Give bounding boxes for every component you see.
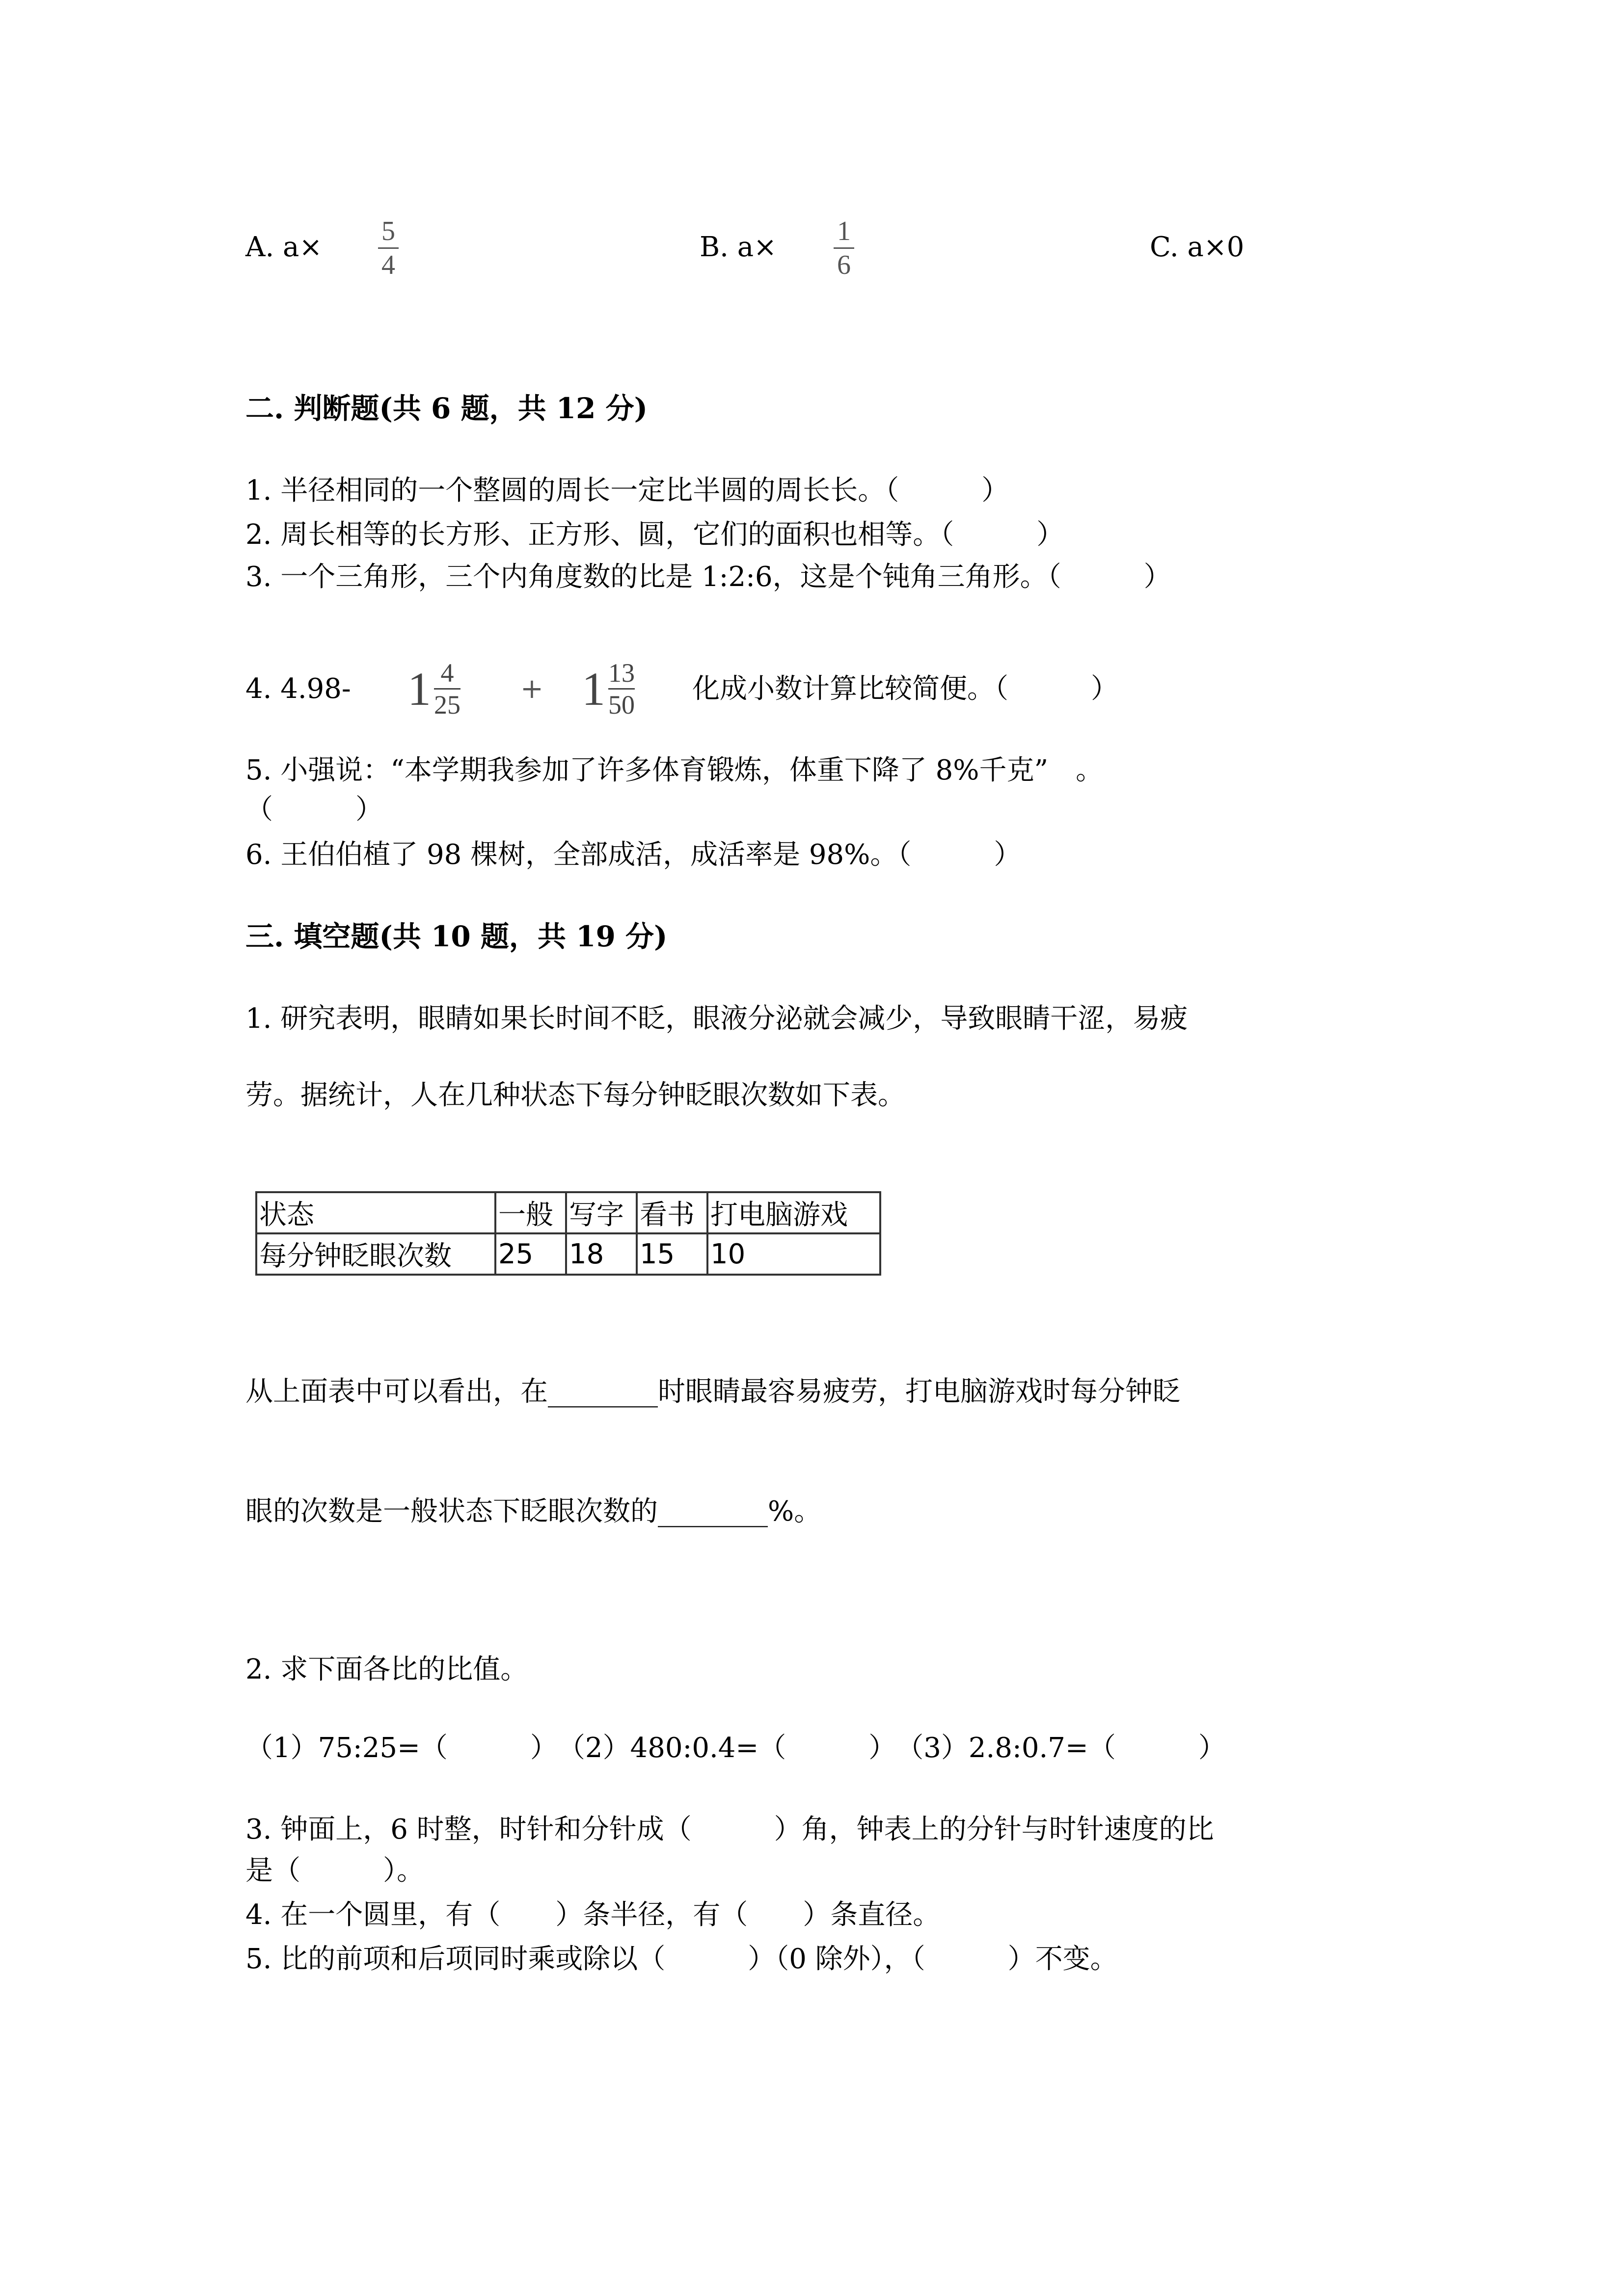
- table-cell: 25: [495, 1233, 566, 1275]
- option-c-label: C. a×0: [1150, 231, 1245, 263]
- mixed-2-whole: 1: [582, 662, 605, 715]
- fraction-bar: [378, 247, 399, 249]
- judge-item-1: 1. 半径相同的一个整圆的周长一定比半圆的周长长。（ ）: [245, 475, 1009, 507]
- fill-q5: 5. 比的前项和后项同时乘或除以（ ）（0 除外），（ ）不变。: [245, 1943, 1118, 1975]
- table-header-cell: 看书: [637, 1192, 707, 1233]
- section3-heading: 三. 填空题(共 10 题，共 19 分): [245, 920, 668, 953]
- mixed-1-whole: 1: [407, 662, 431, 715]
- table-cell: 10: [707, 1233, 880, 1275]
- option-b-label: B. a×: [700, 231, 777, 263]
- table-header-cell: 写字: [566, 1192, 637, 1233]
- mixed-1-fraction: [434, 659, 460, 719]
- table-cell: 每分钟眨眼次数: [256, 1233, 495, 1275]
- table-header-row: [256, 1192, 880, 1233]
- blink-table: [255, 1191, 881, 1276]
- judge-item-5-line1: 5. 小强说：“本学期我参加了许多体育锻炼，体重下降了 8%千克” 。: [245, 754, 1104, 786]
- table-header-cell: 一般: [495, 1192, 566, 1233]
- fill-q3-line2: 是（ ）。: [245, 1855, 424, 1887]
- judge-item-4-suffix: 化成小数计算比较简便。（ ）: [692, 673, 1118, 705]
- mixed-2-fraction: [608, 659, 635, 719]
- mixed-number-2: [582, 659, 635, 719]
- fill-q2-parts: （1）75:25=（ ） （2）480:0.4=（ ） （3）2.8:0.7=（ ）: [245, 1732, 1226, 1764]
- plus-sign: +: [520, 673, 543, 705]
- fill-q1-blank-line2: 眼的次数是一般状态下眨眼次数的________%。: [245, 1495, 822, 1527]
- judge-item-4-prefix: 4. 4.98-: [245, 673, 351, 705]
- mixed-2-numerator: 13: [608, 658, 635, 688]
- fraction-bar: [608, 688, 635, 690]
- fill-q3-line1: 3. 钟面上，6 时整，时针和分针成（ ）角，钟表上的分针与时针速度的比: [245, 1814, 1214, 1845]
- option-a-fraction: [378, 216, 399, 280]
- mixed-1-numerator: 4: [440, 658, 454, 688]
- fill-q2-title: 2. 求下面各比的比值。: [245, 1654, 528, 1685]
- option-a-label: A. a×: [245, 231, 323, 263]
- option-b-denominator: 6: [837, 250, 851, 280]
- judge-item-2: 2. 周长相等的长方形、正方形、圆，它们的面积也相等。（ ）: [245, 519, 1064, 551]
- section2-heading: 二. 判断题(共 6 题，共 12 分): [245, 392, 648, 425]
- mixed-2-denominator: 50: [608, 690, 635, 720]
- fill-q4: 4. 在一个圆里，有（ ）条半径，有（ ）条直径。: [245, 1899, 941, 1931]
- fill-q1-blank-line1: 从上面表中可以看出，在________时眼睛最容易疲劳，打电脑游戏时每分钟眨: [245, 1376, 1180, 1408]
- fill-q1-line2: 劳。据统计，人在几种状态下每分钟眨眼次数如下表。: [245, 1079, 905, 1111]
- table-header-cell: 打电脑游戏: [707, 1192, 880, 1233]
- fraction-bar: [434, 688, 460, 690]
- judge-item-5-line2: （ ）: [245, 794, 383, 826]
- option-a-denominator: 4: [381, 250, 395, 280]
- mixed-1-denominator: 25: [434, 690, 460, 720]
- table-cell: 15: [637, 1233, 707, 1275]
- judge-item-6: 6. 王伯伯植了 98 棵树，全部成活，成活率是 98%。（ ）: [245, 839, 1022, 871]
- table-row: [256, 1233, 880, 1275]
- fraction-bar: [834, 247, 854, 249]
- option-b-numerator: 1: [837, 216, 851, 246]
- judge-item-3: 3. 一个三角形，三个内角度数的比是 1:2:6，这是个钝角三角形。（ ）: [245, 561, 1171, 593]
- option-a-numerator: 5: [381, 216, 395, 246]
- option-b-fraction: [834, 216, 854, 280]
- fill-q1-line1: 1. 研究表明，眼睛如果长时间不眨，眼液分泌就会减少，导致眼睛干涩，易疲: [245, 1003, 1188, 1035]
- table-cell: 18: [566, 1233, 637, 1275]
- table-header-cell: 状态: [256, 1192, 495, 1233]
- mixed-number-1: [407, 659, 460, 719]
